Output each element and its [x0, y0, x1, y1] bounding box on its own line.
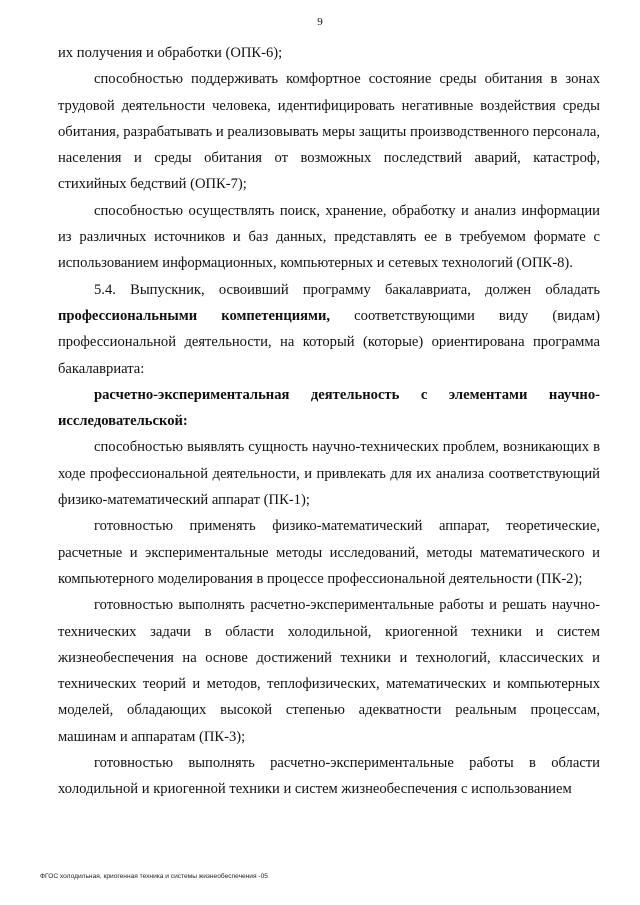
paragraph-opk6-end: их получения и обработки (ОПК-6); — [58, 45, 283, 61]
paragraph-5-4-rest: соответствующими виду (видам) профессиональной деятельности, на который (которые) ориентирована программа бакалавриата: — [58, 307, 600, 377]
document-body — [58, 40, 600, 803]
paragraph-pk3: готовностью выполнять расчетно-экспериментальные работы и решать научно-технических задачи в области холодильной, криогенной техники и систем жизнеобеспечения на основе достижений техники и технологий, классических и технических теорий и методов, теплофизических, математических и компьютерных моделей, обладающих высокой степенью адекватности реальным процессам, машинам и аппаратам (ПК-3); — [58, 597, 600, 745]
professional-competencies-term: профессиональными компетенциями, — [58, 307, 331, 324]
paragraph-5-4 — [58, 277, 600, 382]
paragraph-pk1: способностью выявлять сущность научно-технических проблем, возникающих в ходе профессиональной деятельности, и привлекать для их анализа соответствующий физико-математический аппарат (ПК-1); — [58, 439, 600, 509]
page-number: 9 — [317, 16, 323, 28]
paragraph-opk7: способностью поддерживать комфортное состояние среды обитания в зонах трудовой деятельности человека, идентифицировать негативные воздействия среды обитания, разрабатывать и реализовывать меры защиты производственного персонала, населения и среды обитания от возможных последствий аварий, катастроф, стихийных бедствий (ОПК-7); — [58, 71, 600, 193]
paragraph-pk4-start: готовностью выполнять расчетно-экспериментальные работы в области холодильной и криогенной техники и систем жизнеобеспечения с использованием — [58, 755, 600, 798]
activity-heading: расчетно-экспериментальная деятельность с элементами научно-исследовательской: — [58, 386, 600, 430]
paragraph-opk8: способностью осуществлять поиск, хранение, обработку и анализ информации из различных источников и баз данных, представлять ее в требуемом формате с использованием информационных, компьютерных и сетевых технологий (ОПК-8). — [58, 202, 600, 272]
paragraph-5-4-intro: 5.4. Выпускник, освоивший программу бакалавриата, должен обладать — [94, 281, 600, 298]
page-footer: ФГОС холодильная, криогенная техника и системы жизнеобеспечения -05 — [40, 873, 268, 880]
paragraph-pk2: готовностью применять физико-математический аппарат, теоретические, расчетные и экспериментальные методы исследований, методы математического и компьютерного моделирования в процессе профессиональной деятельности (ПК-2); — [58, 518, 600, 587]
